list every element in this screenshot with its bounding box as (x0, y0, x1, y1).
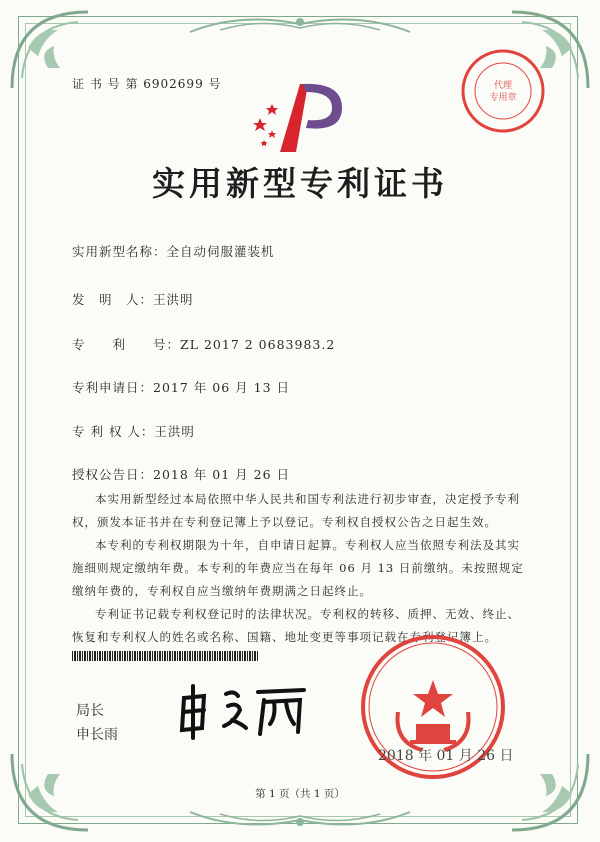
inventor-label: 发 明 人： (72, 292, 154, 307)
svg-text:专用章: 专用章 (489, 93, 517, 103)
filing-date-label: 专利申请日： (72, 380, 154, 395)
seal-date: 2018 年 01 月 26 日 (378, 748, 514, 764)
agency-seal-icon (458, 46, 548, 136)
grant-date-label: 授权公告日： (72, 467, 154, 482)
patent-number-label: 专 利 号： (72, 337, 181, 352)
sipo-logo-icon (250, 74, 345, 156)
patentee-label: 专 利 权 人： (72, 424, 155, 439)
certificate-number: 证 书 号 第 6902699 号 (72, 77, 222, 91)
body-paragraph: 本专利的专利权期限为十年，自申请日起算。专利权人应当依照专利法及其实施细则规定缴纳年费。本专利的年费应当在每年 06 月 13 日前缴纳。未按照规定缴纳年费的，专利权自应当缴纳年费期满之日起终止。 (72, 538, 524, 598)
patentee-value: 王洪明 (154, 424, 195, 439)
director-signature (176, 680, 316, 740)
bottom-ornament (180, 804, 420, 834)
grant-date-value: 2018 年 01 月 26 日 (153, 467, 291, 482)
director-name: 申长雨 (76, 727, 118, 743)
utility-model-name-label: 实用新型名称： (72, 244, 167, 259)
inventor-row (72, 290, 194, 308)
patent-number-value: ZL 2017 2 0683983.2 (180, 337, 336, 352)
utility-model-name-row (72, 242, 275, 260)
utility-model-name-value: 全自动伺服灌装机 (166, 244, 275, 259)
top-ornament (180, 10, 420, 40)
filing-date-value: 2017 年 06 月 13 日 (153, 380, 291, 395)
body-paragraph: 本实用新型经过本局依照中华人民共和国专利法进行初步审查，决定授予专利权，颁发本证书并在专利登记簿上予以登记。专利权自授权公告之日起生效。 (72, 492, 520, 529)
inventor-value: 王洪明 (153, 292, 194, 307)
filing-date-row (72, 378, 290, 396)
director-title: 局长 (76, 703, 104, 719)
patentee-row (72, 422, 195, 440)
body-paragraph: 专利证书记载专利权登记时的法律状况。专利权的转移、质押、无效、终止、恢复和专利权人的姓名或名称、国籍、地址变更等事项记载在专利登记簿上。 (72, 607, 520, 644)
svg-text:代理: 代理 (493, 81, 513, 91)
patent-number-row (72, 335, 335, 353)
certificate-body (72, 488, 532, 649)
certificate-title: 实用新型专利证书 (152, 164, 448, 203)
barcode (72, 651, 258, 661)
page-number: 第 1 页（共 1 页） (255, 788, 345, 800)
grant-date-row (72, 465, 290, 483)
